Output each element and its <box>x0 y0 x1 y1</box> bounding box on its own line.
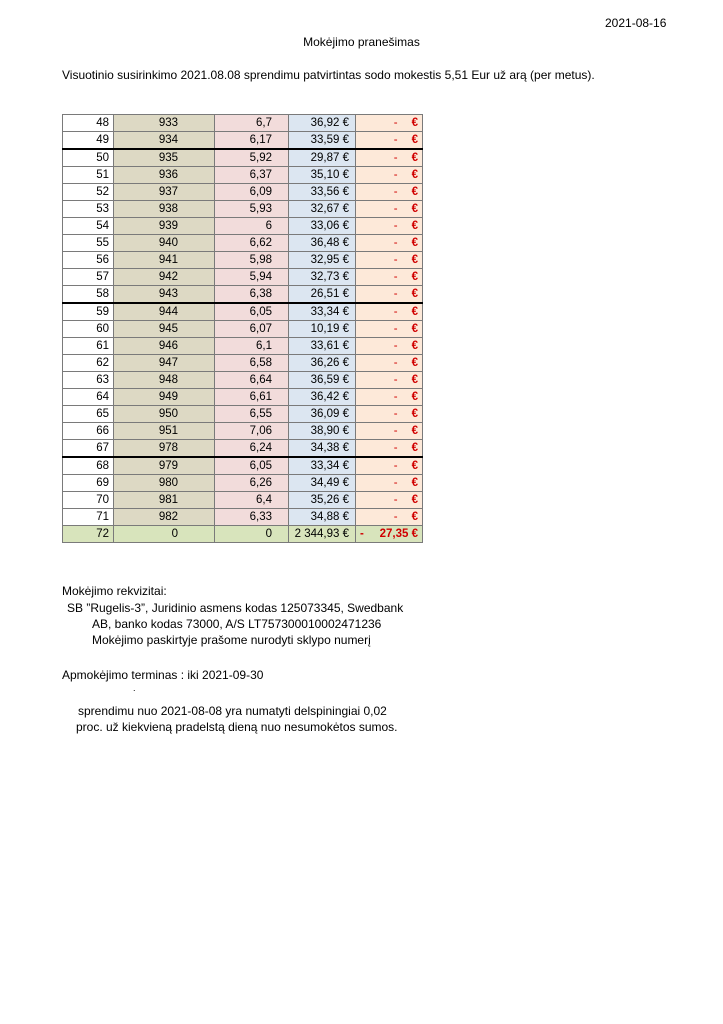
euro-sign: € <box>411 511 418 523</box>
plot-number: 951 <box>114 423 215 440</box>
debt-cell <box>356 406 423 423</box>
fee-amount: 32,73 € <box>289 269 356 286</box>
row-number: 59 <box>63 303 114 321</box>
plot-number: 937 <box>114 184 215 201</box>
fee-amount: 34,88 € <box>289 509 356 526</box>
area-value: 6,24 <box>215 440 289 458</box>
debt-dash: - <box>393 425 398 437</box>
debt-cell <box>356 252 423 269</box>
debt-cell <box>356 201 423 218</box>
table-row <box>63 509 423 526</box>
table-row <box>63 475 423 492</box>
debt-dash: - <box>393 271 398 283</box>
plot-number: 981 <box>114 492 215 509</box>
area-value: 6,4 <box>215 492 289 509</box>
fee-amount: 36,48 € <box>289 235 356 252</box>
debt-cell <box>356 492 423 509</box>
table-row <box>63 167 423 184</box>
debt-cell <box>356 149 423 167</box>
euro-sign: € <box>411 117 418 129</box>
fee-amount: 35,26 € <box>289 492 356 509</box>
euro-sign: € <box>411 186 418 198</box>
fee-amount: 33,56 € <box>289 184 356 201</box>
row-number: 55 <box>63 235 114 252</box>
table-row <box>63 389 423 406</box>
debt-dash: - <box>393 220 398 232</box>
row-number: 58 <box>63 286 114 304</box>
debt-dash: - <box>393 117 398 129</box>
area-value: 6,61 <box>215 389 289 406</box>
row-number: 53 <box>63 201 114 218</box>
debt-dash: - <box>393 442 398 454</box>
fee-amount: 26,51 € <box>289 286 356 304</box>
euro-sign: € <box>411 408 418 420</box>
area-value: 6,58 <box>215 355 289 372</box>
table-row <box>63 355 423 372</box>
row-number: 63 <box>63 372 114 389</box>
total-debt: 27,35 € <box>379 528 418 540</box>
row-number: 62 <box>63 355 114 372</box>
plot-number: 947 <box>114 355 215 372</box>
table-row <box>63 149 423 167</box>
total-area: 0 <box>215 526 289 543</box>
fee-amount: 10,19 € <box>289 321 356 338</box>
debt-dash: - <box>393 288 398 300</box>
euro-sign: € <box>411 477 418 489</box>
area-value: 6,38 <box>215 286 289 304</box>
plot-number: 933 <box>114 115 215 132</box>
row-number: 49 <box>63 132 114 150</box>
debt-cell <box>356 218 423 235</box>
plot-number: 942 <box>114 269 215 286</box>
total-debt-cell <box>356 526 423 543</box>
table-row <box>63 201 423 218</box>
table-row <box>63 269 423 286</box>
fee-amount: 36,26 € <box>289 355 356 372</box>
row-number: 66 <box>63 423 114 440</box>
area-value: 6,05 <box>215 457 289 475</box>
debt-dash: - <box>393 511 398 523</box>
penalty-line-1: sprendimu nuo 2021-08-08 yra numatyti delspiningiai 0,02 <box>78 704 387 718</box>
intro-text: Visuotinio susirinkimo 2021.08.08 sprendimu patvirtintas sodo mokestis 5,51 Eur už arą (per metus). <box>62 68 595 82</box>
row-number: 56 <box>63 252 114 269</box>
row-number: 60 <box>63 321 114 338</box>
euro-sign: € <box>411 340 418 352</box>
plot-number: 979 <box>114 457 215 475</box>
row-number: 71 <box>63 509 114 526</box>
area-value: 5,92 <box>215 149 289 167</box>
fee-amount: 32,95 € <box>289 252 356 269</box>
table-row <box>63 286 423 304</box>
table-row <box>63 303 423 321</box>
area-value: 5,93 <box>215 201 289 218</box>
euro-sign: € <box>411 425 418 437</box>
plot-number: 943 <box>114 286 215 304</box>
area-value: 6,62 <box>215 235 289 252</box>
table-row <box>63 423 423 440</box>
debt-cell <box>356 475 423 492</box>
requisites-title: Mokėjimo rekvizitai: <box>62 584 167 598</box>
total-sum: 2 344,93 € <box>289 526 356 543</box>
euro-sign: € <box>411 220 418 232</box>
debt-dash: - <box>393 306 398 318</box>
plot-number: 934 <box>114 132 215 150</box>
area-value: 6,7 <box>215 115 289 132</box>
plot-number: 936 <box>114 167 215 184</box>
euro-sign: € <box>411 134 418 146</box>
euro-sign: € <box>411 460 418 472</box>
euro-sign: € <box>411 271 418 283</box>
plot-number: 948 <box>114 372 215 389</box>
fee-table <box>62 114 423 543</box>
fee-amount: 38,90 € <box>289 423 356 440</box>
area-value: 6,05 <box>215 303 289 321</box>
table-row <box>63 184 423 201</box>
debt-cell <box>356 423 423 440</box>
penalty-line-2: proc. už kiekvieną pradelstą dieną nuo nesumokėtos sumos. <box>76 720 398 734</box>
debt-cell <box>356 115 423 132</box>
row-number: 64 <box>63 389 114 406</box>
row-number: 68 <box>63 457 114 475</box>
debt-dash: - <box>393 186 398 198</box>
area-value: 6,55 <box>215 406 289 423</box>
table-row <box>63 115 423 132</box>
debt-dash: - <box>393 169 398 181</box>
debt-dash: - <box>393 460 398 472</box>
penalty-dot: . <box>133 683 136 693</box>
debt-cell <box>356 509 423 526</box>
row-number: 51 <box>63 167 114 184</box>
plot-number: 941 <box>114 252 215 269</box>
euro-sign: € <box>411 494 418 506</box>
debt-dash: - <box>393 203 398 215</box>
debt-dash: - <box>393 254 398 266</box>
table-row <box>63 235 423 252</box>
plot-number: 950 <box>114 406 215 423</box>
fee-amount: 34,38 € <box>289 440 356 458</box>
debt-cell <box>356 457 423 475</box>
debt-cell <box>356 286 423 304</box>
fee-amount: 36,42 € <box>289 389 356 406</box>
debt-dash: - <box>393 391 398 403</box>
fee-table-body <box>63 115 423 543</box>
euro-sign: € <box>411 357 418 369</box>
debt-dash: - <box>393 340 398 352</box>
table-row <box>63 338 423 355</box>
table-row <box>63 132 423 150</box>
table-row <box>63 252 423 269</box>
euro-sign: € <box>411 152 418 164</box>
area-value: 6,07 <box>215 321 289 338</box>
area-value: 5,94 <box>215 269 289 286</box>
euro-sign: € <box>411 288 418 300</box>
area-value: 6,1 <box>215 338 289 355</box>
area-value: 6,17 <box>215 132 289 150</box>
debt-cell <box>356 269 423 286</box>
plot-number: 935 <box>114 149 215 167</box>
euro-sign: € <box>411 374 418 386</box>
debt-cell <box>356 321 423 338</box>
document-title: Mokėjimo pranešimas <box>303 35 420 49</box>
fee-amount: 33,59 € <box>289 132 356 150</box>
payment-term: Apmokėjimo terminas : iki 2021-09-30 <box>62 668 264 682</box>
debt-cell <box>356 167 423 184</box>
fee-amount: 33,06 € <box>289 218 356 235</box>
row-number: 67 <box>63 440 114 458</box>
fee-amount: 36,92 € <box>289 115 356 132</box>
total-row <box>63 526 423 543</box>
debt-cell <box>356 372 423 389</box>
debt-dash: - <box>393 494 398 506</box>
debt-cell <box>356 440 423 458</box>
plot-number: 938 <box>114 201 215 218</box>
debt-cell <box>356 184 423 201</box>
debt-dash: - <box>393 134 398 146</box>
plot-number: 945 <box>114 321 215 338</box>
row-number: 48 <box>63 115 114 132</box>
fee-amount: 33,34 € <box>289 457 356 475</box>
plot-number: 946 <box>114 338 215 355</box>
euro-sign: € <box>411 306 418 318</box>
area-value: 6,64 <box>215 372 289 389</box>
fee-amount: 35,10 € <box>289 167 356 184</box>
debt-cell <box>356 355 423 372</box>
table-row <box>63 321 423 338</box>
debt-cell <box>356 235 423 252</box>
table-row <box>63 406 423 423</box>
debt-dash: - <box>393 323 398 335</box>
euro-sign: € <box>411 203 418 215</box>
euro-sign: € <box>411 323 418 335</box>
debt-cell <box>356 389 423 406</box>
fee-amount: 29,87 € <box>289 149 356 167</box>
debt-cell <box>356 303 423 321</box>
row-number: 69 <box>63 475 114 492</box>
plot-number: 944 <box>114 303 215 321</box>
euro-sign: € <box>411 442 418 454</box>
debt-dash: - <box>393 237 398 249</box>
debt-dash: - <box>393 477 398 489</box>
area-value: 7,06 <box>215 423 289 440</box>
row-number: 61 <box>63 338 114 355</box>
table-row <box>63 372 423 389</box>
requisites-line-2: AB, banko kodas 73000, A/S LT757300010002471236 <box>92 617 382 631</box>
area-value: 6,09 <box>215 184 289 201</box>
euro-sign: € <box>411 391 418 403</box>
row-number: 54 <box>63 218 114 235</box>
euro-sign: € <box>411 237 418 249</box>
area-value: 6 <box>215 218 289 235</box>
area-value: 6,37 <box>215 167 289 184</box>
plot-number: 949 <box>114 389 215 406</box>
fee-amount: 34,49 € <box>289 475 356 492</box>
plot-number: 939 <box>114 218 215 235</box>
area-value: 6,26 <box>215 475 289 492</box>
table-row <box>63 457 423 475</box>
table-row <box>63 492 423 509</box>
fee-amount: 32,67 € <box>289 201 356 218</box>
table-row <box>63 218 423 235</box>
row-number: 57 <box>63 269 114 286</box>
total-row-number: 72 <box>63 526 114 543</box>
euro-sign: € <box>411 169 418 181</box>
row-number: 65 <box>63 406 114 423</box>
fee-amount: 33,34 € <box>289 303 356 321</box>
fee-amount: 36,09 € <box>289 406 356 423</box>
debt-dash: - <box>393 374 398 386</box>
area-value: 6,33 <box>215 509 289 526</box>
area-value: 5,98 <box>215 252 289 269</box>
debt-cell <box>356 338 423 355</box>
row-number: 50 <box>63 149 114 167</box>
debt-dash: - <box>393 357 398 369</box>
total-plot: 0 <box>114 526 215 543</box>
plot-number: 940 <box>114 235 215 252</box>
requisites-line-3: Mokėjimo paskirtyje prašome nurodyti sklypo numerį <box>92 633 371 647</box>
fee-amount: 33,61 € <box>289 338 356 355</box>
debt-dash: - <box>393 152 398 164</box>
euro-sign: € <box>411 254 418 266</box>
plot-number: 978 <box>114 440 215 458</box>
debt-cell <box>356 132 423 150</box>
row-number: 52 <box>63 184 114 201</box>
debt-dash: - <box>393 408 398 420</box>
plot-number: 982 <box>114 509 215 526</box>
row-number: 70 <box>63 492 114 509</box>
document-date: 2021-08-16 <box>605 16 667 30</box>
total-debt-dash: - <box>360 528 364 540</box>
plot-number: 980 <box>114 475 215 492</box>
fee-amount: 36,59 € <box>289 372 356 389</box>
requisites-line-1: SB ”Rugelis-3”, Juridinio asmens kodas 125073345, Swedbank <box>67 601 404 615</box>
table-row <box>63 440 423 458</box>
